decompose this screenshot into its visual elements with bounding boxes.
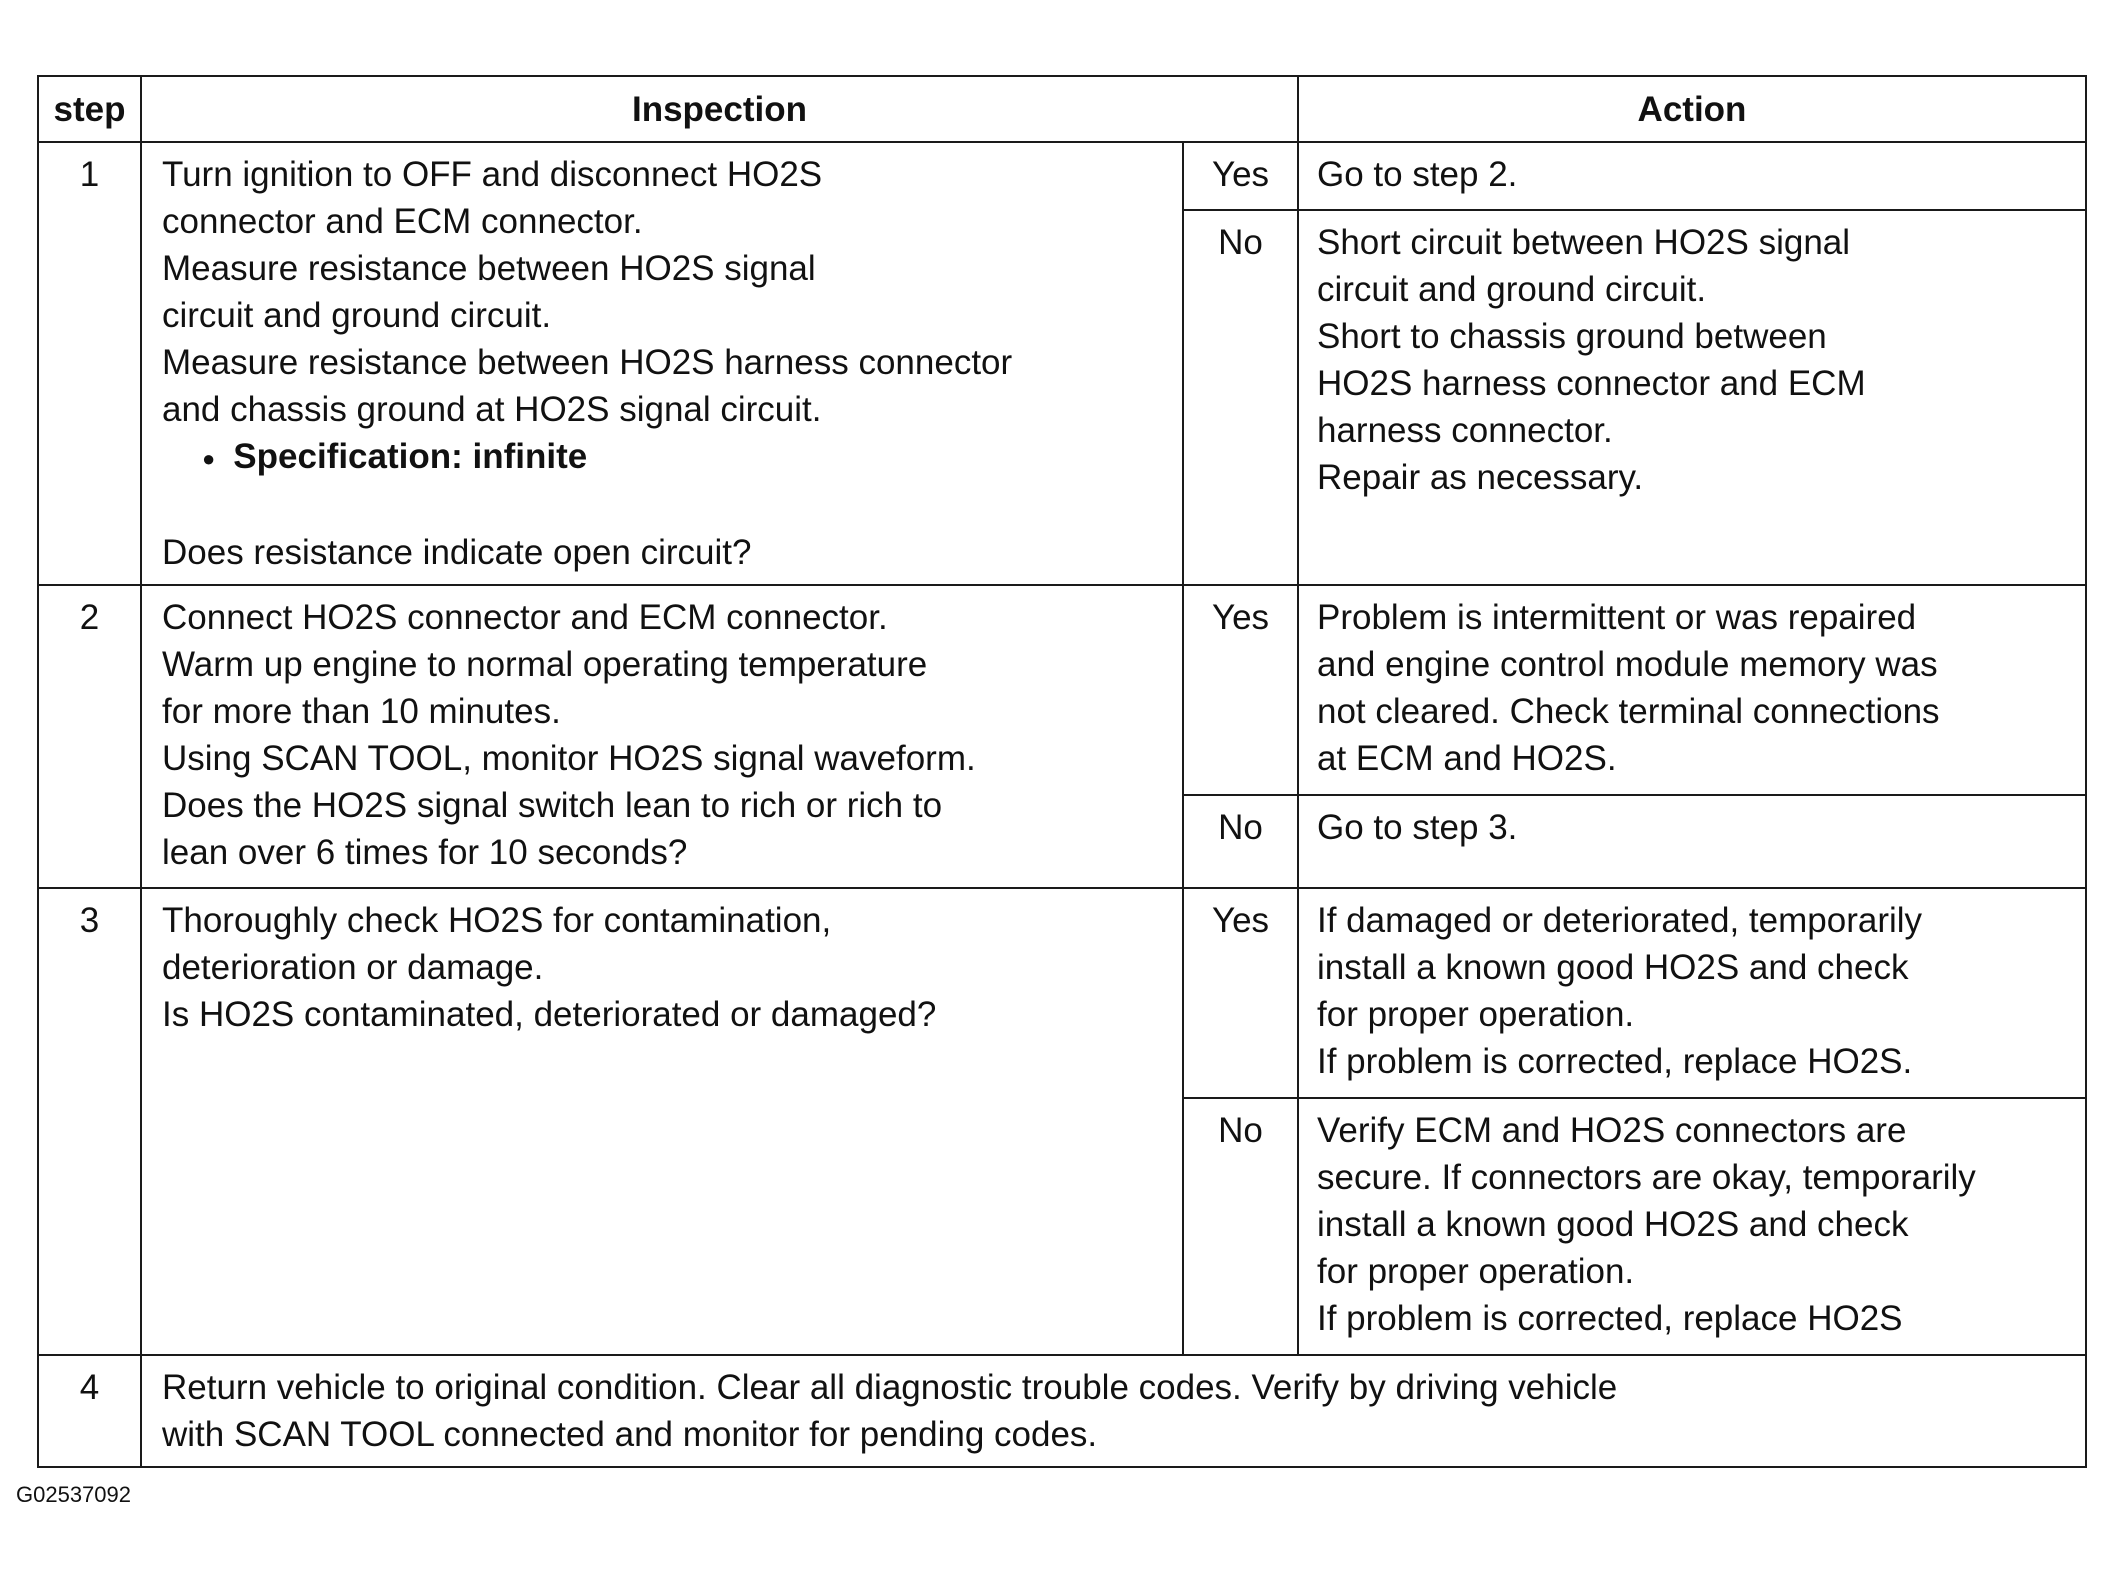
inspection-line: for more than 10 minutes. [162, 692, 561, 732]
inspection-line: Using SCAN TOOL, monitor HO2S signal waveform. [162, 739, 976, 779]
inspection-line: Thoroughly check HO2S for contamination, [162, 901, 832, 941]
action-line: circuit and ground circuit. [1317, 270, 1707, 310]
header-action: Action [1298, 76, 2086, 142]
inspection-line: lean over 6 times for 10 seconds? [162, 833, 688, 873]
yes-action-cell [1298, 585, 2086, 795]
step-number: 1 [38, 142, 141, 585]
inspection-line: Connect HO2S connector and ECM connector. [162, 598, 888, 638]
header-inspection: Inspection [141, 76, 1298, 142]
no-label: No [1183, 210, 1298, 585]
inspection-line: Is HO2S contaminated, deteriorated or damaged? [162, 995, 937, 1035]
inspection-cell [141, 142, 1183, 585]
action-line: Problem is intermittent or was repaired [1317, 598, 1917, 638]
specification-text: Specification: infinite [233, 437, 588, 476]
diagnostic-table [37, 75, 2087, 1468]
step-number: 4 [38, 1355, 141, 1467]
step-number: 3 [38, 888, 141, 1355]
no-action-cell [1298, 795, 2086, 888]
action-line: harness connector. [1317, 411, 1613, 451]
inspection-cell [141, 1355, 2086, 1467]
table-row-step-2 [38, 585, 2086, 795]
action-line: If damaged or deteriorated, temporarily [1317, 901, 1923, 941]
action-line: Verify ECM and HO2S connectors are [1317, 1111, 1907, 1151]
yes-label: Yes [1183, 888, 1298, 1098]
action-line: If problem is corrected, replace HO2S [1317, 1299, 1903, 1339]
inspection-line: Does the HO2S signal switch lean to rich or rich to [162, 786, 943, 826]
action-line: install a known good HO2S and check [1317, 948, 1909, 988]
inspection-line: and chassis ground at HO2S signal circuit. [162, 390, 822, 429]
inspection-line: Measure resistance between HO2S signal [162, 249, 816, 288]
yes-label: Yes [1183, 585, 1298, 795]
table-row-step-3 [38, 888, 2086, 1098]
action-line: not cleared. Check terminal connections [1317, 692, 1940, 732]
figure-id: G02537092 [16, 1482, 131, 1507]
action-line: HO2S harness connector and ECM [1317, 364, 1866, 404]
yes-label: Yes [1183, 142, 1298, 210]
yes-action-cell [1298, 142, 2086, 210]
inspection-question: Does resistance indicate open circuit? [162, 533, 752, 573]
no-label: No [1183, 795, 1298, 888]
no-label: No [1183, 1098, 1298, 1355]
inspection-line: deterioration or damage. [162, 948, 544, 988]
table-row-step-4 [38, 1355, 2086, 1467]
inspection-line: with SCAN TOOL connected and monitor for pending codes. [162, 1415, 1098, 1455]
inspection-line: Turn ignition to OFF and disconnect HO2S [162, 155, 823, 194]
action-line: for proper operation. [1317, 1252, 1635, 1292]
header-row [38, 76, 2086, 142]
inspection-cell [141, 585, 1183, 888]
inspection-cell [141, 888, 1183, 1355]
no-action-cell [1298, 210, 2086, 585]
action-line: install a known good HO2S and check [1317, 1205, 1909, 1245]
action-line: Go to step 3. [1317, 808, 1518, 848]
no-action-cell [1298, 1098, 2086, 1355]
bullet-icon: ● [202, 446, 216, 472]
action-line: for proper operation. [1317, 995, 1635, 1035]
action-line: and engine control module memory was [1317, 645, 1938, 685]
table-row-step-1 [38, 142, 2086, 210]
action-line: If problem is corrected, replace HO2S. [1317, 1042, 1913, 1082]
action-line: secure. If connectors are okay, temporarily [1317, 1158, 1976, 1198]
specification [162, 433, 1162, 482]
header-step: step [38, 76, 141, 142]
inspection-line: Measure resistance between HO2S harness connector [162, 343, 1013, 382]
inspection-line: Return vehicle to original condition. Clear all diagnostic trouble codes. Verify by driving vehicle [162, 1368, 1618, 1408]
inspection-line: circuit and ground circuit. [162, 296, 552, 335]
action-line: Repair as necessary. [1317, 458, 1644, 498]
step-number: 2 [38, 585, 141, 888]
action-line: at ECM and HO2S. [1317, 739, 1617, 779]
yes-action-cell [1298, 888, 2086, 1098]
inspection-line: Warm up engine to normal operating temperature [162, 645, 928, 685]
action-line: Short circuit between HO2S signal [1317, 223, 1851, 263]
action-line: Short to chassis ground between [1317, 317, 1827, 357]
inspection-line: connector and ECM connector. [162, 202, 643, 241]
action-line: Go to step 2. [1317, 155, 1518, 194]
